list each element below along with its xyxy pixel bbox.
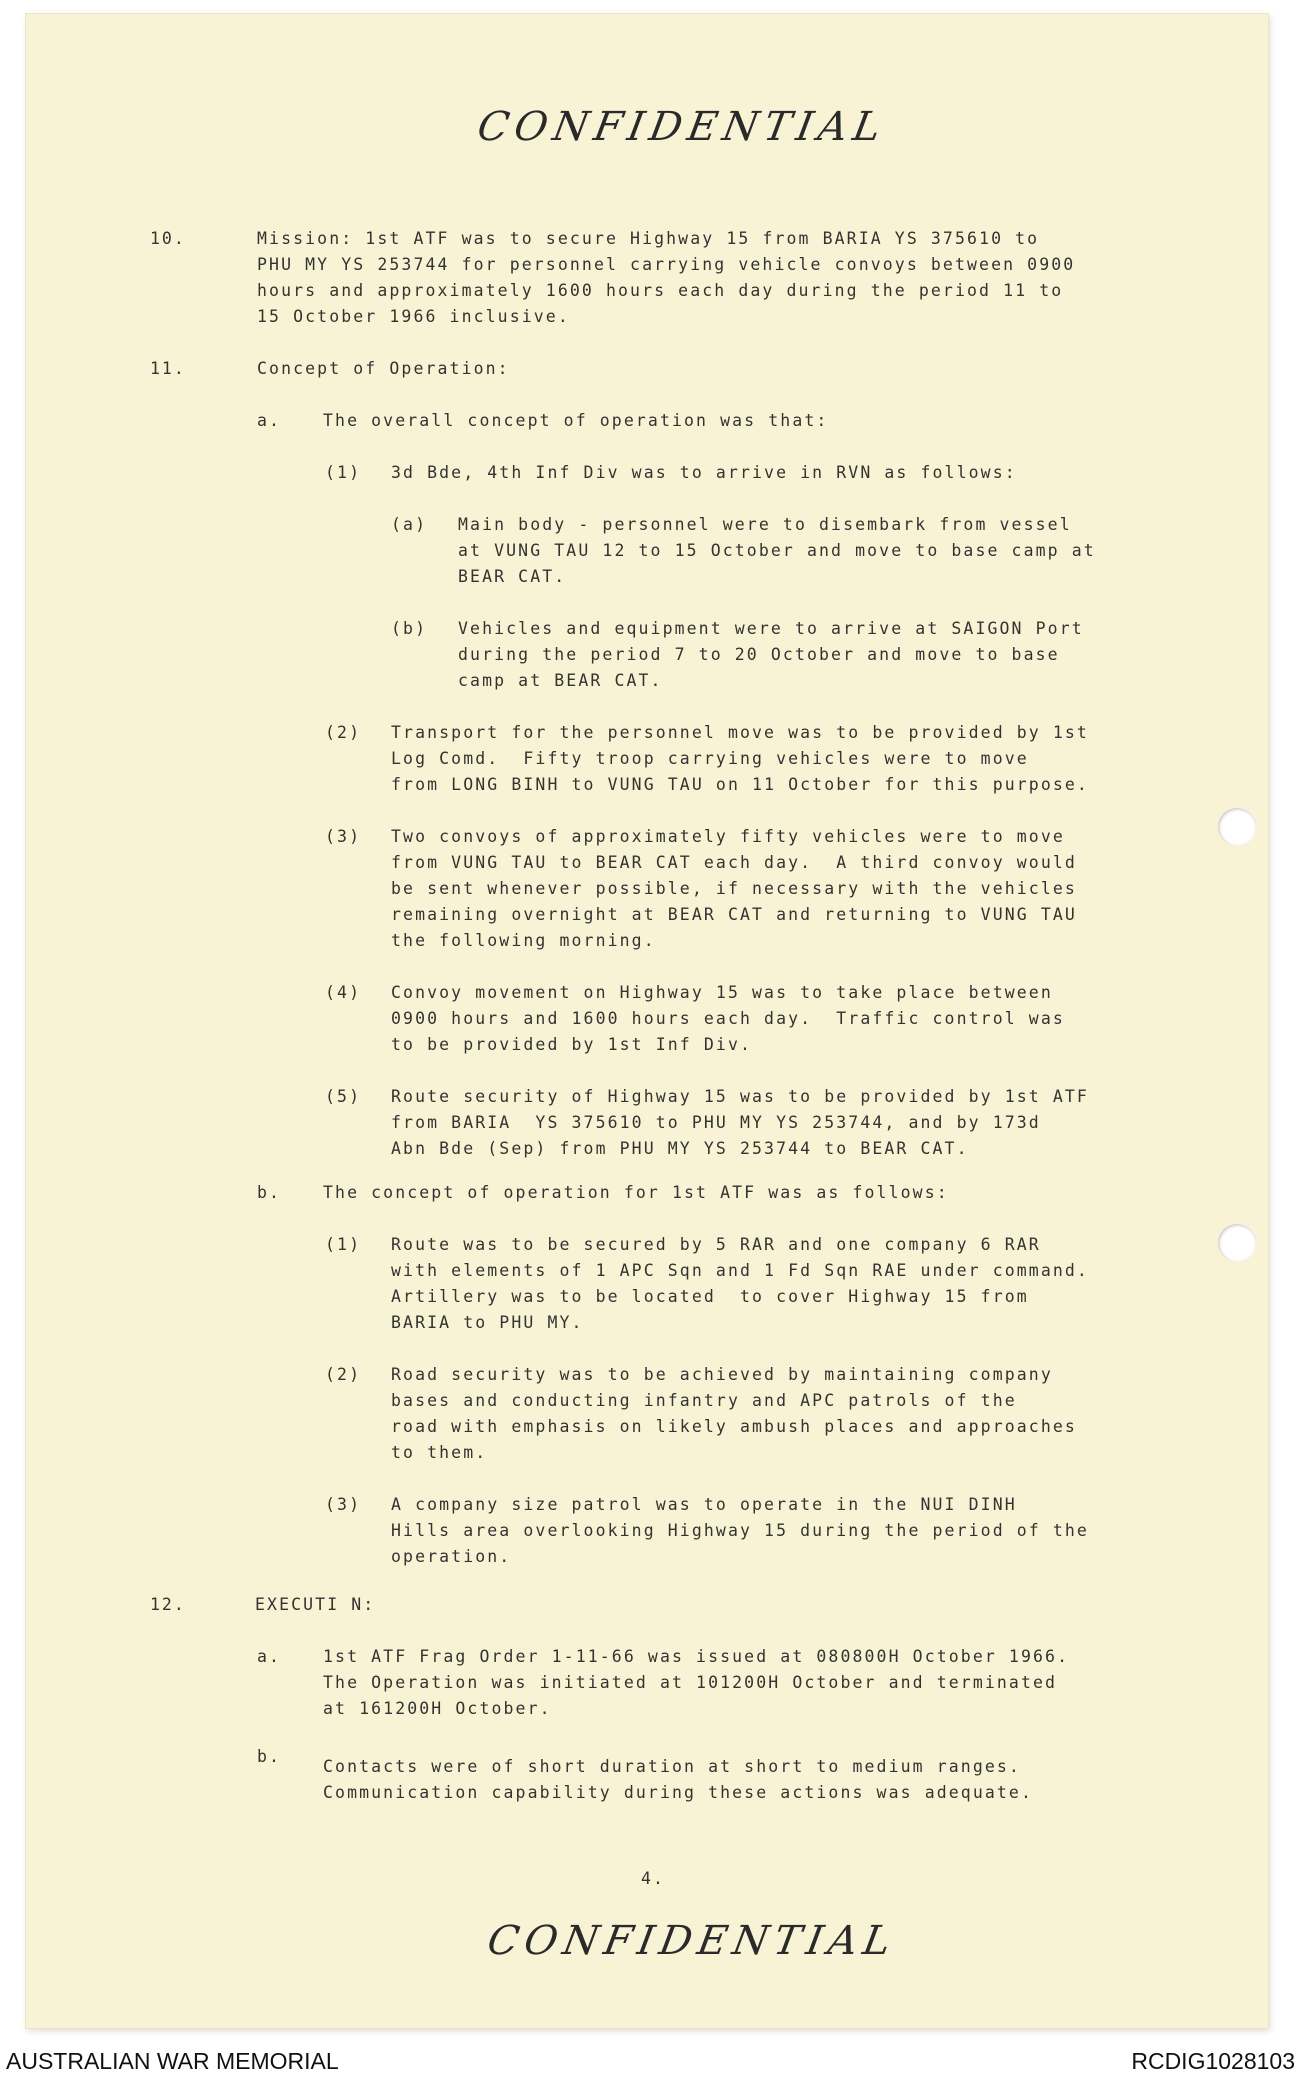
section-title: Concept of Operation: [257, 359, 510, 378]
subsection-label: b. [257, 1747, 282, 1766]
subsection-label: a. [257, 1647, 282, 1666]
section-number: 12. [150, 1595, 186, 1614]
punch-hole [1218, 1224, 1256, 1262]
confidential-stamp-bottom: CONFIDENTIAL [483, 1918, 901, 1964]
item-text: 3d Bde, 4th Inf Div was to arrive in RVN as follows: [391, 463, 1017, 482]
subsection-label: b. [257, 1183, 282, 1202]
section-number: 11. [150, 359, 186, 378]
section-number: 10. [150, 229, 186, 248]
subsection-text: The concept of operation for 1st ATF was as follows: [323, 1183, 949, 1202]
confidential-stamp-top: CONFIDENTIAL [473, 104, 891, 150]
item-number: (1) [325, 463, 362, 482]
punch-hole [1218, 808, 1256, 846]
item-number: (3) [325, 1495, 362, 1514]
item-number: (2) [325, 723, 362, 742]
sub-item-label: (a) [391, 515, 428, 534]
item-number: (4) [325, 983, 362, 1002]
subsection-label: a. [257, 411, 282, 430]
subsection-text: The overall concept of operation was that: [323, 411, 829, 430]
item-number: (2) [325, 1365, 362, 1384]
archive-credit: AUSTRALIAN WAR MEMORIAL [6, 2048, 339, 2074]
item-number: (3) [325, 827, 362, 846]
item-number: (1) [325, 1235, 362, 1254]
archive-id: RCDIG1028103 [1131, 2048, 1295, 2074]
item-number: (5) [325, 1087, 362, 1106]
section-title: EXECUTI N: [255, 1595, 376, 1614]
page-number: 4. [641, 1869, 666, 1888]
sub-item-label: (b) [391, 619, 428, 638]
